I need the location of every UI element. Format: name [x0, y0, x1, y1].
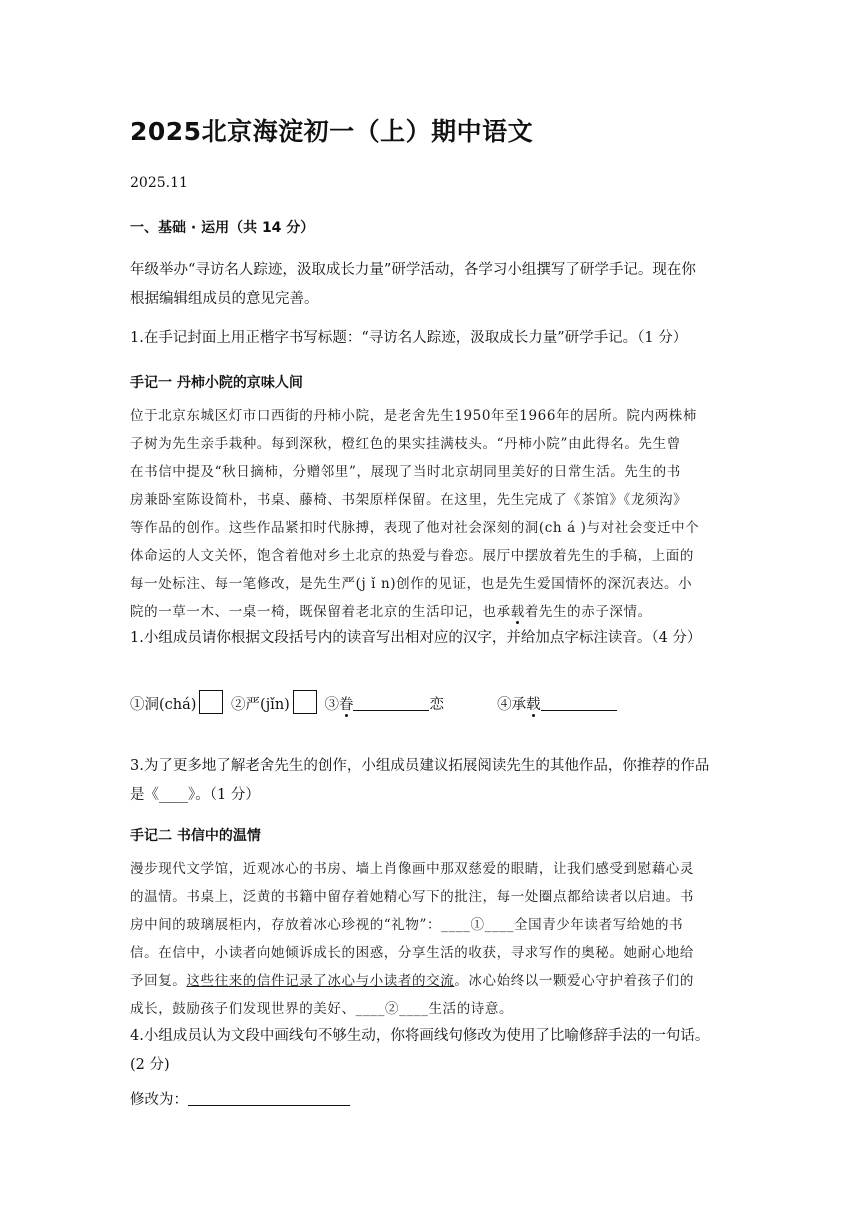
intro-line: 年级举办“寻访名人踪迹，汲取成长力量”研学活动，各学习小组撰写了研学手记。现在你 — [130, 262, 696, 278]
q2-item-c-suffix: 恋 — [429, 697, 444, 713]
passage-text: 院的一草一木、一桌一椅，既保留着老北京的生活印记，也承 — [130, 604, 511, 620]
underlined-sentence: 这些往来的信件记录了冰心与小读者的交流 — [186, 973, 455, 989]
question-line: 3.为了更多地了解老舍先生的创作，小组成员建议拓展阅读先生的其他作品，你推荐的作品 — [130, 758, 710, 774]
answer-blank[interactable] — [353, 696, 429, 711]
intro-line: 根据编辑组成员的意见完善。 — [130, 291, 319, 307]
passage-line: 子树为先生亲手栽种。每到深秋，橙红色的果实挂满枝头。“丹柿小院”由此得名。先生曾 — [130, 436, 681, 452]
answer-label: 修改为： — [130, 1092, 188, 1108]
passage-line: 的温情。书桌上，泛黄的书籍中留存着她精心写下的批注，每一处圈点都给读者以启迪。书 — [130, 889, 694, 905]
dotted-char: 眷 — [338, 697, 354, 713]
intro-paragraph — [130, 256, 740, 314]
passage-text: 予回复。 — [130, 973, 187, 989]
question-2: 1.小组成员请你根据文段括号内的读音写出相对应的汉字，并给加点字标注读音。（4 分） — [130, 630, 702, 646]
question-line: (2 分) — [130, 1057, 170, 1073]
passage-line — [130, 967, 738, 995]
note2-heading: 手记二 书信中的温情 — [130, 828, 261, 844]
note1-heading: 手记一 丹柿小院的京味人间 — [130, 375, 303, 391]
dotted-char: 载 — [526, 697, 541, 713]
question-1: 1.在手记封面上用正楷字书写标题：“寻访名人踪迹，汲取成长力量”研学手记。（1 分） — [130, 330, 688, 346]
answer-line — [130, 1088, 350, 1109]
passage-line — [130, 598, 738, 626]
passage-line: 房中间的玻璃展柜内，存放着冰心珍视的“礼物”：____①____全国青少年读者写给她的书 — [130, 917, 684, 933]
passage-line: 体命运的人文关怀，饱含着他对乡土北京的热爱与眷恋。展厅中摆放着先生的手稿，上面的 — [130, 548, 694, 564]
section-heading: 一、基础 · 运用（共 14 分） — [130, 220, 315, 236]
q2-item-b: ②严(jǐn) — [231, 697, 290, 713]
exam-date: 2025.11 — [130, 175, 188, 191]
note1-passage — [130, 402, 738, 626]
answer-box[interactable] — [199, 690, 223, 714]
answer-blank[interactable] — [541, 696, 617, 711]
passage-line: 在书信中提及“秋日摘柿，分赠邻里”，展现了当时北京胡同里美好的日常生活。先生的书 — [130, 464, 681, 480]
passage-line: 成长，鼓励孩子们发现世界的美好、____②____生活的诗意。 — [130, 1001, 514, 1017]
passage-line: 每一处标注、每一笔修改，是先生严(j ǐ n)创作的见证，也是先生爱国情怀的深沉表达。小 — [130, 576, 693, 592]
passage-line: 信。在信中，小读者向她倾诉成长的困惑，分享生活的收获，寻求写作的奥秘。她耐心地给 — [130, 945, 694, 961]
passage-text: 。冰心始终以一颗爱心守护着孩子们的 — [454, 973, 695, 989]
passage-line: 漫步现代文学馆，近观冰心的书房、墙上肖像画中那双慈爱的眼睛，让我们感受到慰藉心灵 — [130, 861, 694, 877]
note2-passage — [130, 855, 738, 1023]
page-title: 2025北京海淀初一（上）期中语文 — [130, 117, 534, 146]
answer-blank[interactable] — [188, 1091, 350, 1106]
question-4 — [130, 1022, 740, 1080]
passage-line: 等作品的创作。这些作品紧扣时代脉搏，表现了他对社会深刻的洞(ch á )与对社会变迁中个 — [130, 520, 700, 536]
answer-box[interactable] — [293, 690, 317, 714]
q2-item-d-prefix: ④承 — [497, 697, 527, 713]
q2-item-c-prefix: ③ — [324, 697, 339, 713]
q2-answer-row — [130, 690, 617, 714]
question-line: 是《____》。（1 分） — [130, 787, 260, 803]
dotted-char: 载 — [510, 604, 525, 620]
passage-line: 房兼卧室陈设简朴，书桌、藤椅、书架原样保留。在这里，先生完成了《茶馆》《龙须沟》 — [130, 492, 688, 508]
passage-text: 着先生的赤子深情。 — [524, 604, 652, 620]
question-line: 4.小组成员认为文段中画线句不够生动，你将画线句修改为使用了比喻修辞手法的一句话。 — [130, 1028, 710, 1044]
question-3 — [130, 752, 740, 810]
q2-item-a: ①洞(chá) — [130, 697, 197, 713]
passage-line: 位于北京东城区灯市口西街的丹柿小院，是老舍先生1950年至1966年的居所。院内两株柿 — [130, 408, 698, 424]
